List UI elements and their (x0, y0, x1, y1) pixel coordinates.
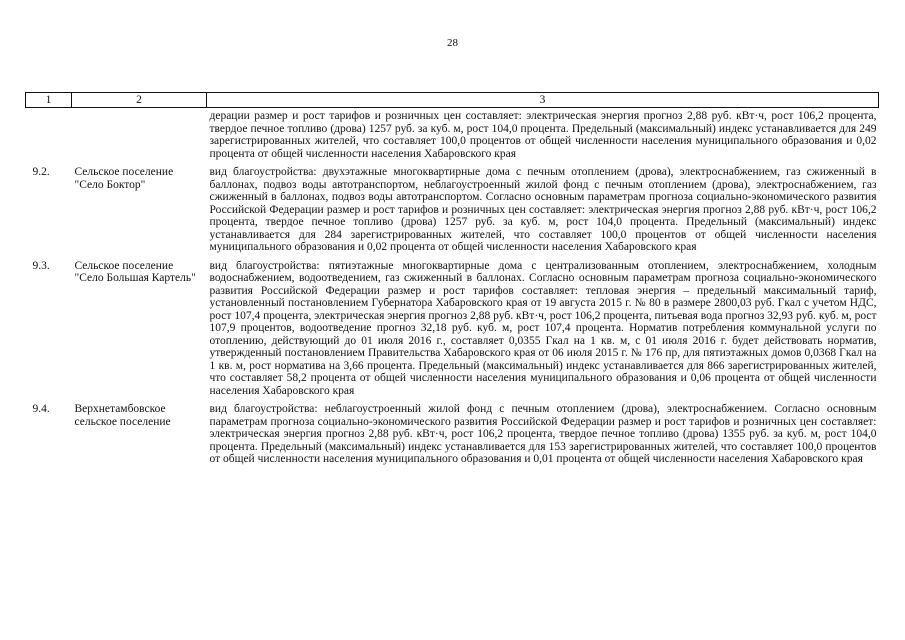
table-row-9-2 (26, 160, 879, 254)
tariff-table (25, 92, 879, 466)
column-header-1: 1 (26, 93, 72, 108)
column-header-3: 3 (207, 93, 879, 108)
tariff-description: вид благоустройства: пятиэтажные многоквартирные дома с централизованным отоплением, электроснабжением, холодным водоснабжением, водоотведением, газ сжиженный в баллонах. Согласно основным параметрам прогноза социально-экономического развития Российской Федерации размер и рост тарифов составляет: тепловая энергия – предельный максимальный тариф, установленный постановлением Губернатора Хабаровского края от 19 августа 2015 г. № 80 в размере 2800,03 руб. Гкал с учетом НДС, рост 107,4 процента, электрическая энергия прогноз 2,88 руб. кВт·ч, рост 106,2 процента, питьевая вода прогноз 32,93 руб. куб. м, рост 107,9 процентов, водоотведение прогноз 32,18 руб. куб. м, рост 107,4 процента. Норматив потребления коммунальной услуги по отоплению, действующий до 01 июля 2016 г., составляет 0,0355 Гкал на 1 кв. м, с 01 июля 2016 г. будет действовать норматив, утвержденный постановлением Правительства Хабаровского края от 06 июля 2015 г. № 176 пр, для пятиэтажных домов 0,0368 Гкал на 1 кв. м, рост норматива на 3,66 процента. Предельный (максимальный) индекс устанавливается для 866 зарегистрированных жителей, что составляет 58,2 процента от общей численности населения муниципального образования и 0,06 процента от общей численности населения Хабаровского края (209, 259, 877, 397)
settlement-name: Верхнетамбовское сельское поселение (74, 403, 171, 428)
settlement-name: Сельское поселение "Село Большая Картель" (74, 259, 196, 284)
settlement-name (72, 108, 207, 161)
column-header-2: 2 (72, 93, 207, 108)
row-number: 9.2. (32, 166, 50, 178)
tariff-description: вид благоустройства: двухэтажные многоквартирные дома с печным отоплением (дрова), электроснабжением, газ сжиженный в баллонах, подвоз воды автотранспортом, неблагоустроенный жилой фонд с печным отоплением (дрова), электроснабжением, газ сжиженный в баллонах, подвоз воды автотранспортом. Согласно основным параметрам прогноза социально-экономического развития Российской Федерации размер и рост тарифов и розничных цен составляет: электрическая энергия прогноз 2,88 руб. кВт·ч, рост 106,2 процента, твердое печное топливо (дрова) 1257 руб. за куб. м, рост 104,0 процента. Предельный (максимальный) индекс устанавливается для 284 зарегистрированных жителей, что составляет 100,0 процентов от общей численности населения муниципального образования и 0,02 процента от общей численности населения Хабаровского края (209, 166, 877, 253)
table-row-9-3 (26, 254, 879, 398)
table-row-continued (26, 108, 879, 161)
row-number: 9.4. (32, 403, 50, 415)
row-number (26, 108, 72, 161)
header-row (26, 93, 879, 108)
tariff-description: дерации размер и рост тарифов и розничных цен составляет: электрическая энергия прогноз 2,88 руб. кВт·ч, рост 106,2 процента, твердое печное топливо (дрова) 1257 руб. за куб. м, рост 104,0 процента. Предельный (максимальный) индекс устанавливается для 249 зарегистрированных жителей, что составляет 100,0 процентов от общей численности населения муниципального образования и 0,02 процента от общей численности населения Хабаровского края (209, 110, 877, 160)
table-header (26, 93, 879, 108)
row-number: 9.3. (32, 259, 50, 272)
page-number: 28 (447, 37, 458, 49)
table-row-9-4 (26, 397, 879, 466)
tariff-description: вид благоустройства: неблагоустроенный жилой фонд с печным отоплением (дрова), электроснабжением. Согласно основным параметрам прогноза социально-экономического развития Российской Федерации размер и рост тарифов и розничных цен составляет: электрическая энергия прогноз 2,88 руб. кВт·ч, рост 106,2 процента, твердое печное топливо (дрова) 1355 руб. за куб. м, рост 104,0 процента. Предельный (максимальный) индекс устанавливается для 153 зарегистрированных жителей, что составляет 100,0 процентов от общей численности населения муниципального образования и 0,01 процента от общей численности населения Хабаровского края (209, 403, 877, 465)
settlement-name: Сельское поселение "Село Боктор" (74, 166, 174, 191)
